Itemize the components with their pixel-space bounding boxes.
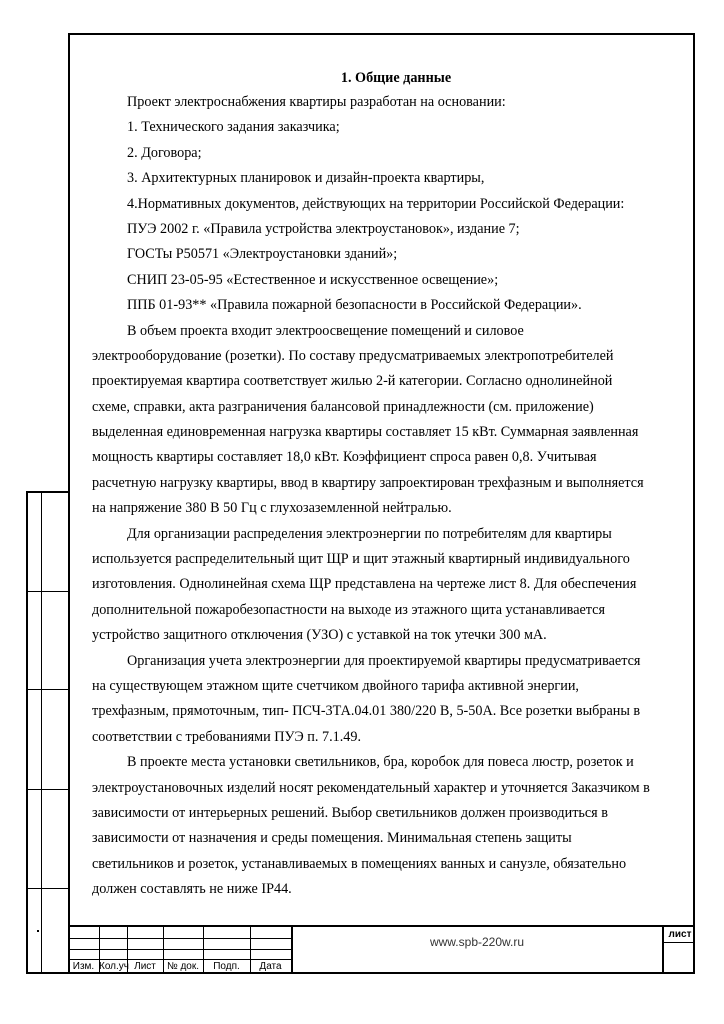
title-block xyxy=(68,925,695,974)
paragraph-line: расчетную нагрузку квартиры, ввод в квартиру запроектирован трехфазным и выполняется xyxy=(92,474,644,491)
col-signature: Подп. xyxy=(213,961,240,972)
paragraph-line: электроустановочных изделий носят рекомендательный характер и уточняется Заказчиком в xyxy=(92,779,650,796)
stamp-column-headers xyxy=(68,960,292,974)
paragraph-line: электрооборудование (розетки). По составу предусматриваемых электропотребителей xyxy=(92,347,614,364)
paragraph-line: светильников и розеток, устанавливаемых в помещениях ванных и санузле, обязательно xyxy=(92,855,627,872)
paragraph-line: на существующем этажном щите счетчиком двойного тарифа активной энергии, xyxy=(92,677,579,694)
norm-gost: ГОСТы Р50571 «Электроустановки зданий»; xyxy=(127,246,398,263)
website-text: www.spb-220w.ru xyxy=(429,935,525,949)
norm-pue: ПУЭ 2002 г. «Правила устройства электроустановок», издание 7; xyxy=(127,220,520,237)
paragraph-line: В проекте места установки светильников, бра, коробок для повеса люстр, розеток и xyxy=(127,754,634,771)
paragraph-line: мощность квартиры составляет 18,0 кВт. Коэффициент спроса равен 0,8. Учитывая xyxy=(92,449,597,466)
paragraph-line: трехфазным, прямоточным, тип- ПСЧ-3ТА.04.01 380/220 В, 5-50А. Все розетки выбраны в xyxy=(92,703,641,720)
col-doc-number: № док. xyxy=(166,961,200,972)
paragraph-line: Организация учета электроэнергии для проектируемой квартиры предусматривается xyxy=(127,652,641,669)
paragraph-line: Для организации распределения электроэнергии по потребителям для квартиры xyxy=(127,525,612,542)
paragraph-line: на напряжение 380 В 50 Гц с глухозаземленной нейтралью. xyxy=(92,500,452,517)
basis-item-2: 2. Договора; xyxy=(127,144,202,161)
intro-line: Проект электроснабжения квартиры разработан на основании: xyxy=(127,94,506,110)
paragraph-line: используется распределительный щит ЩР и щит этажный квартирный индивидуального xyxy=(92,551,630,568)
basis-item-1: 1. Технического задания заказчика; xyxy=(127,119,340,136)
paragraph-line: В объем проекта входит электроосвещение помещений и силовое xyxy=(127,322,524,339)
col-kol-uch: Кол.уч xyxy=(99,961,129,972)
norm-snip: СНИП 23-05-95 «Естественное и искусственное освещение»; xyxy=(127,271,499,288)
basis-item-4: 4.Нормативных документов, действующих на территории Российской Федерации: xyxy=(127,195,625,212)
paragraph-line: выделенная единовременная нагрузка квартиры составляет 15 кВт. Суммарная заявленная xyxy=(92,424,639,441)
paragraph-line: должен составлять не ниже IP44. xyxy=(92,881,292,898)
document-body xyxy=(92,66,666,903)
side-stamp-strip xyxy=(26,491,68,974)
col-list: Лист xyxy=(134,961,156,972)
norm-ppb: ППБ 01-93** «Правила пожарной безопасности в Российской Федерации». xyxy=(127,297,582,314)
paragraph-line: зависимости от интерьерных решений. Выбор светильников должен производиться в xyxy=(92,804,608,821)
basis-item-3: 3. Архитектурных планировок и дизайн-проекта квартиры, xyxy=(127,170,485,187)
paragraph-line: схеме, справки, акта разграничения балансовой принадлежности (см. приложение) xyxy=(92,398,594,415)
col-date: Дата xyxy=(259,961,282,972)
paragraph-line: устройство защитного отключения (УЗО) с уставкой на ток утечки 300 мА. xyxy=(92,627,547,644)
sheet-label: лист xyxy=(668,929,692,940)
paragraph-line: зависимости от назначения и среды помещения. Минимальная степень защиты xyxy=(92,830,572,847)
paragraph-line: соответствии с требованиями ПУЭ п. 7.1.49. xyxy=(92,728,361,745)
paragraph-line: проектируемая квартира соответствует жилью 2-й категории. Согласно однолинейной xyxy=(92,373,613,390)
mark-dot xyxy=(37,930,39,932)
paragraph-line: изготовления. Однолинейная схема ЩР представлена на чертеже лист 8. Для обеспечения xyxy=(92,576,637,593)
section-title: 1. Общие данные xyxy=(340,70,452,86)
paragraph-line: дополнительной пожаробезопастности на выходе из этажного щита устанавливается xyxy=(92,601,605,618)
col-izm: Изм. xyxy=(72,961,95,972)
